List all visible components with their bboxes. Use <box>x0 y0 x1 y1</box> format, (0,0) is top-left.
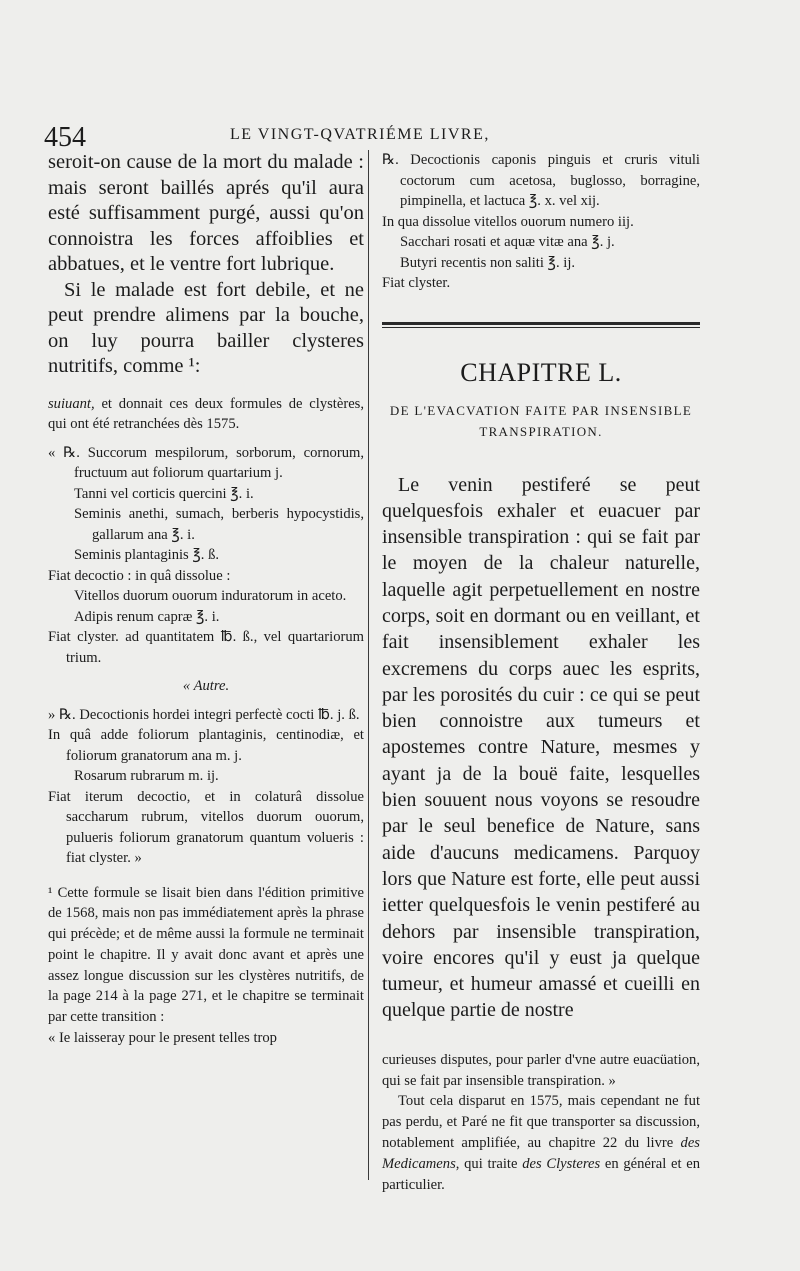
right-column <box>382 150 700 1195</box>
formula-3 <box>382 150 700 294</box>
formula-line: Seminis anethi, sumach, berberis hypocystidis, gallarum ana ℥. i. <box>74 506 364 543</box>
page-number: 454 <box>44 122 86 153</box>
note-text: , qui traite <box>455 1155 523 1172</box>
autre-heading: « Autre. <box>182 678 230 694</box>
formula-line: « ℞. Succorum mespilorum, sorborum, cornorum, fructuum aut foliorum quartarium j. <box>48 444 364 481</box>
paragraph-continuation: seroit-on cause de la mort du malade : mais seront baillés aprés qu'il aura esté suffisamment purgé, aussi qu'on connoistra les forces affoiblies et abbatues, et le ventre fort lubrique. <box>48 151 364 275</box>
formula-line: Butyri recentis non saliti ℥. ij. <box>400 254 576 271</box>
note-text: Tout cela disparut en 1575, mais cependant ne fut pas perdu, et Paré ne fit que transporter sa discussion, notablement amplifiée, au chapitre 22 du livre <box>382 1093 700 1151</box>
running-title: LE VINGT-QVATRIÉME LIVRE, <box>230 126 490 143</box>
formula-line: In quâ adde foliorum plantaginis, centinodiæ, et foliorum granatorum ana m. j. <box>48 727 364 764</box>
chapter-rule-thin <box>382 327 700 328</box>
note-italic: des Medicamens <box>382 1134 700 1172</box>
formula-1 <box>48 443 364 669</box>
formula-line: Vitellos duorum ouorum induratorum in aceto. <box>74 588 347 604</box>
formula-line: Fiat clyster. ad quantitatem ℔. ß., vel quartariorum trium. <box>48 629 364 666</box>
chapter-subtitle: DE L'EVACVATION FAITE PAR INSENSIBLE TRANSPIRATION. <box>389 402 693 439</box>
formula-line: Tanni vel corticis quercini ℥. i. <box>74 485 254 502</box>
chapter-body: Le venin pestiferé se peut quelquesfois exhaler et euacuer par insensible transpiration : qui se fait par le moyen de la chaleur naturelle, laquelle agit perpetuellement en nostre corps, soit en dormant ou en veillant, et fait insensiblement exhaler les excremens du corps auec les esprits, par les porosités du cuir : ce qui se peut bien connoistre aux tumeurs et apostemes contre Nature, mesmes y ayant ja de la bouë faite, lesquelles bien souuent nous voyons se resoudre par le seul benefice de Nature, sans aide d'aucuns medicamens. Parquoy lors que Nature est forte, elle peut aussi ietter quelquesfois le venin pestiferé au dehors par insensible transpiration, voire encores qu'il y eust ja quelque tumeur, et humeur amassé et cueilli en quelque partie de nostre <box>382 473 700 1022</box>
left-column <box>48 150 364 1049</box>
formula-line: Sacchari rosati et aquæ vitæ ana ℥. j. <box>400 234 615 250</box>
intro-text: et donnait ces deux formules de clystères, qui ont été retranchées dès 1575. <box>48 395 364 432</box>
intro-italic: suiuant, <box>48 395 95 412</box>
chapter-rule-thick <box>382 322 700 325</box>
formula-line: ℞. Decoctionis caponis pinguis et cruris vituli coctorum cum acetosa, buglosso, borragine, pimpinella, et lactuca ℥. x. vel xij. <box>382 152 700 209</box>
formula-line: Fiat decoctio : in quâ dissolue : <box>48 567 231 584</box>
note-italic: des Clysteres <box>522 1155 601 1172</box>
paragraph-clysteres: Si le malade est fort debile, et ne peut prendre alimens par la bouche, on luy pourra bailler clysteres nutritifs, comme ¹: <box>48 278 364 377</box>
formula-line: Seminis plantaginis ℥. ß. <box>74 547 220 563</box>
column-divider <box>368 150 369 1180</box>
formula-line: » ℞. Decoctionis hordei integri perfectè cocti ℔. j. ß. <box>48 706 360 723</box>
formula-2 <box>48 705 364 869</box>
footnote-quote: « Ie laisseray pour le present telles trop <box>48 1030 277 1047</box>
formula-intro <box>48 394 364 435</box>
formula-line: Fiat iterum decoctio, et in colaturâ dissolue saccharum rubrum, vitellos duorum ouorum, pulueris foliorum granatorum quantum volueris : fiat clyster. » <box>48 788 364 866</box>
note-text: en général et en particulier. <box>382 1155 700 1193</box>
formula-line: Rosarum rubrarum m. ij. <box>74 768 219 784</box>
chapter-title: CHAPITRE L. <box>460 357 622 387</box>
formula-line: Adipis renum capræ ℥. i. <box>74 608 220 625</box>
formula-line: Fiat clyster. <box>382 275 451 291</box>
footnote-continuation: curieuses disputes, pour parler d'vne autre euacüation, qui se fait par insensible transpiration. » <box>382 1051 700 1089</box>
footnote-2 <box>382 1091 700 1195</box>
formula-line: In qua dissolue vitellos ouorum numero iij. <box>382 213 634 230</box>
footnote: ¹ Cette formule se lisait bien dans l'édition primitive de 1568, mais non pas immédiatement après la phrase qui précède; et de même aussi la formule ne terminait point le chapitre. Il y avait donc avant et après une assez longue discussion sur les clystères nutritifs, de la page 214 à la page 271, et le chapitre se terminait par cette transition : <box>48 884 364 1026</box>
